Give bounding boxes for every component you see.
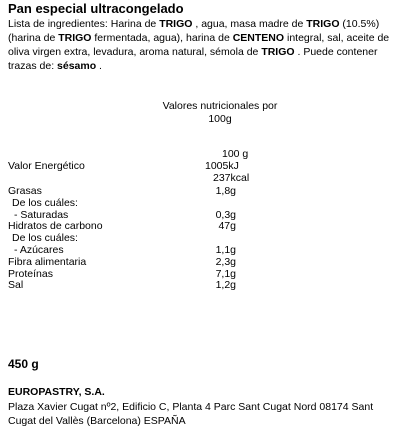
per-100g-label: 100 g [222,148,249,160]
ingredients-list [8,17,394,73]
nutrition-value-fat: 1,8g [215,185,236,197]
nutrition-label-carbs: Hidratos de carbono [8,220,103,233]
energy-label: Valor Energético [8,160,85,172]
nutrition-header: Valores nutricionales por 100g [162,100,278,125]
ingredient-text: (10.5%) (harina de [8,18,380,44]
ingredient-text: fermentada, agua), harina de [91,32,233,44]
nutrition-value-protein: 7,1g [215,267,236,280]
nutrition-value-saturated: 0,3g [215,208,236,221]
nutrition-label-fiber: Fibra alimentaria [8,255,87,268]
nutrition-label-sugars: - Azúcares [14,244,64,256]
nutrition-value-carbs: 47g [218,220,236,233]
nutrition-label-fat: Grasas [8,185,42,197]
company-name: EUROPASTRY, S.A. [8,386,105,398]
ingredient-text: integral, sal, aceite de oliva virgen extra, levadura, aroma natural, sémola de [8,32,390,58]
ingredient-text: . Puede contener trazas de: [8,46,378,72]
nutrition-label-protein: Proteínas [8,267,53,280]
allergen-highlight: CENTENO [232,32,285,44]
ingredient-text: Lista de ingredientes: Harina de [8,18,160,30]
nutrition-value-sugars: 1,1g [215,244,236,256]
ingredient-text: , agua, masa madre de [192,18,307,30]
allergen-highlight: TRIGO [261,46,295,58]
net-weight: 450 g [8,357,39,371]
ingredient-text: . [96,60,102,72]
allergen-highlight: TRIGO [159,18,193,30]
nutrition-label-of-which-1: De los cuáles: [12,196,78,209]
allergen-highlight: TRIGO [306,18,340,30]
allergen-highlight: sésamo [57,60,97,72]
nutrition-label-of-which-2: De los cuáles: [12,232,78,245]
product-title: Pan especial ultracongelado [8,1,184,16]
energy-kcal-value: 237kcal [213,172,250,184]
nutrition-label-salt: Sal [8,279,24,292]
nutrition-label-saturated: - Saturadas [14,208,69,221]
energy-kj-value: 1005kJ [205,160,239,172]
allergen-highlight: TRIGO [58,32,92,44]
nutrition-value-fiber: 2,3g [215,255,236,268]
nutrition-value-salt: 1,2g [215,279,236,292]
company-address: Plaza Xavier Cugat nº2, Edificio C, Planta 4 Parc Sant Cugat Nord 08174 Sant Cugat del Vallès (Barcelona) ESPAÑA [8,401,374,427]
